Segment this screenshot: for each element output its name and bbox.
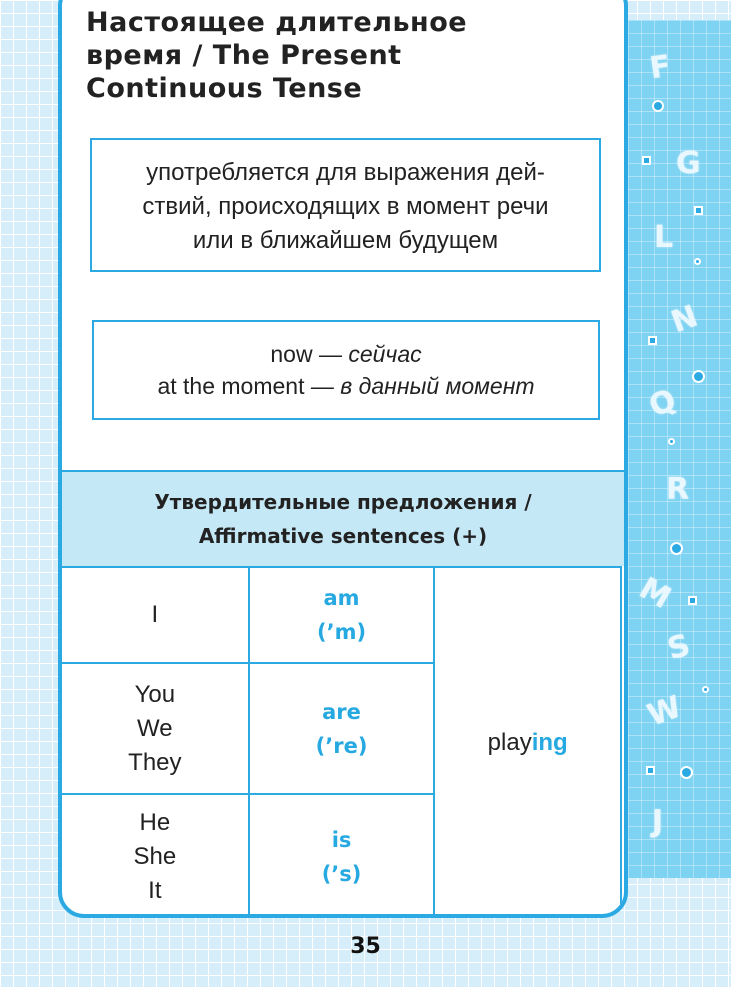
- auxiliary-verb-short: (’m): [317, 620, 367, 644]
- definition-line: ствий, происходящих в момент речи: [142, 193, 549, 220]
- pronoun: It: [148, 876, 162, 904]
- decorative-dot: [694, 258, 701, 265]
- pronoun: They: [128, 748, 182, 776]
- auxiliary-verb: is: [331, 827, 352, 852]
- decorative-letter-r: R: [666, 472, 690, 507]
- decorative-letter-w: W: [643, 689, 687, 734]
- decorative-dot: [692, 370, 705, 383]
- auxiliary-verb-short: (’re): [315, 733, 368, 758]
- page-title: Настоящее длительное время / The Present Continuous Tense: [86, 7, 468, 104]
- table-header-ru: Утвердительные предложения /: [154, 490, 532, 514]
- pronoun: She: [133, 842, 177, 870]
- time-marker-en: now: [270, 341, 313, 367]
- time-marker-en: at the moment: [157, 373, 305, 399]
- decorative-letter-strip: [628, 20, 731, 878]
- auxiliary-verb-cell: [249, 663, 435, 794]
- grammar-card: [58, 0, 628, 918]
- definition-line: употребляется для выражения дей-: [146, 159, 545, 186]
- table-header: [62, 470, 624, 566]
- main-verb-suffix: ing: [531, 729, 568, 756]
- decorative-letter-g: G: [676, 146, 701, 181]
- pronoun-cell: [61, 794, 249, 918]
- pronoun: He: [139, 808, 171, 836]
- decorative-square: [694, 206, 703, 215]
- dash-separator: —: [304, 373, 341, 399]
- decorative-letter-f: F: [647, 48, 673, 87]
- decorative-square: [646, 766, 655, 775]
- decorative-dot: [670, 542, 683, 555]
- dash-separator: —: [312, 341, 349, 367]
- table-header-en: Affirmative sentences (+): [198, 524, 488, 548]
- pronoun: You: [134, 680, 176, 708]
- decorative-dot: [652, 100, 664, 112]
- definition-line: или в ближайшем будущем: [192, 227, 499, 254]
- decorative-letter-s: S: [663, 627, 694, 668]
- auxiliary-verb: are: [322, 699, 361, 724]
- time-marker-ru: в данный момент: [340, 373, 535, 399]
- main-verb-cell: [434, 567, 621, 918]
- auxiliary-verb-cell: [249, 567, 435, 663]
- time-markers-box: [92, 320, 600, 420]
- auxiliary-verb-cell: [249, 794, 435, 918]
- decorative-dot: [702, 686, 709, 693]
- definition-box: [90, 138, 601, 272]
- table-row: [61, 567, 621, 663]
- pronoun-cell: [61, 567, 249, 663]
- auxiliary-verb-short: (’s): [321, 861, 362, 886]
- decorative-square: [688, 596, 697, 605]
- time-marker-ru: сейчас: [348, 341, 422, 367]
- decorative-letter-l: L: [654, 220, 674, 255]
- page-number: 35: [350, 934, 381, 959]
- decorative-letter-q: Q: [643, 382, 682, 425]
- decorative-letter-m: M: [633, 570, 677, 617]
- affirmative-table: [60, 566, 622, 918]
- pronoun: I: [151, 601, 159, 628]
- decorative-dot: [680, 766, 693, 779]
- decorative-letter-j: J: [652, 804, 664, 839]
- decorative-square: [642, 156, 651, 165]
- pronoun-cell: [61, 663, 249, 794]
- pronoun: We: [137, 714, 173, 742]
- decorative-dot: [668, 438, 675, 445]
- main-verb-base: play: [487, 729, 532, 756]
- decorative-letter-n: N: [666, 298, 703, 341]
- decorative-square: [648, 336, 657, 345]
- time-marker-row: [94, 370, 598, 402]
- auxiliary-verb: am: [323, 586, 360, 610]
- time-marker-row: [94, 338, 598, 370]
